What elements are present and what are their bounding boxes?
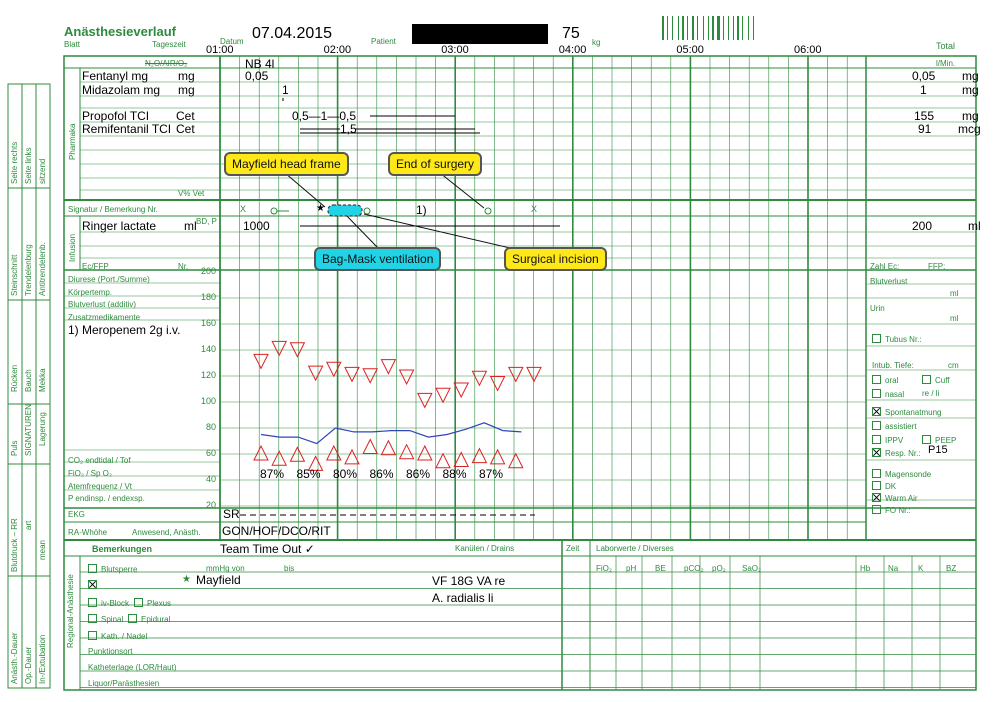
spontan-option[interactable] bbox=[872, 407, 942, 417]
bemerkungen-title: Bemerkungen bbox=[92, 544, 153, 554]
strip-steinschnitt: Steinschnitt bbox=[10, 254, 19, 296]
barcode-bar bbox=[703, 16, 704, 40]
vol-label: V% Vet bbox=[178, 189, 205, 198]
remifentanil-total-unit: mcg bbox=[958, 122, 981, 136]
intub-text: Intub. Tiefe: bbox=[872, 361, 914, 370]
bp-systolic-mark bbox=[491, 377, 505, 391]
cuff-checkbox[interactable] bbox=[922, 375, 931, 384]
kath-option[interactable] bbox=[88, 631, 147, 641]
punktionsort-label: Punktionsort bbox=[88, 647, 133, 656]
tubus-checkbox[interactable] bbox=[872, 334, 881, 343]
barcode-bar bbox=[672, 16, 673, 40]
strip-trendelenburg: Trendelenburg bbox=[24, 244, 33, 296]
ffp-label: FFP: bbox=[928, 262, 946, 271]
barcode-bar bbox=[723, 16, 724, 40]
midazolam-total: 1 bbox=[920, 83, 927, 97]
lab-col-header: Na bbox=[888, 564, 899, 573]
resp-checkbox[interactable] bbox=[872, 448, 881, 457]
epidural-checkbox[interactable] bbox=[128, 614, 137, 623]
fo-checkbox[interactable] bbox=[872, 505, 881, 514]
blatt-label: Blatt bbox=[64, 40, 81, 49]
fo-label: FO Nr.: bbox=[885, 506, 911, 515]
infusion-total-unit: ml bbox=[968, 219, 981, 233]
strip-ruecken: Rücken bbox=[10, 364, 19, 392]
star-icon: ★ bbox=[316, 203, 325, 214]
bp-systolic-mark bbox=[400, 370, 414, 384]
bp-systolic-mark bbox=[436, 388, 450, 402]
time-label: 05:00 bbox=[676, 44, 704, 56]
y-tick-label: 60 bbox=[205, 448, 216, 458]
dk-checkbox[interactable] bbox=[872, 481, 881, 490]
resp-label: Resp. Nr.: bbox=[885, 449, 921, 458]
bp-systolic-mark bbox=[254, 354, 268, 368]
annotation-end-of-surgery: End of surgery bbox=[388, 152, 482, 176]
epidural-label: Epidural bbox=[141, 615, 171, 624]
bp-diastolic-mark bbox=[254, 446, 268, 460]
spo2-value: 85% bbox=[296, 467, 321, 481]
total-label: Total bbox=[936, 41, 956, 51]
magen-checkbox[interactable] bbox=[872, 469, 881, 478]
strip-extubation: In-/Extubation bbox=[38, 634, 47, 684]
spinal-label: Spinal bbox=[101, 615, 124, 624]
time-label: 03:00 bbox=[441, 44, 469, 56]
blutverlust-label: Blutverlust (additiv) bbox=[68, 300, 137, 309]
spo2-value: 86% bbox=[406, 467, 431, 481]
resp-value: P15 bbox=[928, 444, 948, 456]
spo2-value: 87% bbox=[260, 467, 285, 481]
barcode-bar bbox=[748, 16, 749, 40]
spo2-value: 88% bbox=[442, 467, 467, 481]
barcode-bar bbox=[692, 16, 694, 40]
lab-col-header: K bbox=[918, 564, 924, 573]
pendinsp-label: P endinsp. / endexsp. bbox=[68, 494, 145, 503]
remifentanil-value: 1,5 bbox=[340, 122, 357, 136]
time-label: 04:00 bbox=[558, 44, 587, 56]
lab-col-header: pO₂ bbox=[712, 564, 726, 573]
pharmaka-section-label: Pharmaka bbox=[68, 123, 77, 160]
strip-op-dauer: Op.-Dauer bbox=[24, 646, 33, 684]
blutsperre-option[interactable] bbox=[88, 564, 137, 574]
nr-label: Nr. bbox=[178, 262, 189, 271]
diurese-label: Diurese (Port./Summe) bbox=[68, 275, 150, 284]
team-time-out: Team Time Out ✓ bbox=[220, 542, 315, 556]
blutsperre-checkbox[interactable] bbox=[88, 564, 97, 573]
bp-diastolic-mark bbox=[509, 454, 523, 468]
kath-label: Kath. / Nadel bbox=[101, 632, 148, 641]
form-title: Anästhesieverlauf bbox=[64, 24, 176, 39]
zeit-label: Zeit bbox=[566, 544, 580, 553]
rp-ml-2: ml bbox=[950, 314, 959, 323]
lab-col-header: BE bbox=[655, 564, 666, 573]
mayfield-checkbox[interactable] bbox=[88, 580, 97, 589]
midazolam-name: Midazolam mg bbox=[82, 83, 161, 97]
datum-label: Datum bbox=[220, 37, 244, 46]
bp-diastolic-mark bbox=[454, 453, 468, 467]
zahl-label: Zahl Ec: bbox=[870, 262, 900, 271]
oral-checkbox[interactable] bbox=[872, 375, 881, 384]
spontan-checkbox[interactable] bbox=[872, 407, 881, 416]
bp-systolic-mark bbox=[327, 362, 341, 376]
barcode-bar bbox=[737, 16, 739, 40]
ra-label: RA-Whöhe bbox=[68, 528, 108, 537]
plexus-option[interactable] bbox=[134, 598, 171, 608]
warm-checkbox[interactable] bbox=[872, 493, 881, 502]
anw-label: Anwesend, Anästh. bbox=[132, 528, 201, 537]
re-li-label: re / li bbox=[922, 389, 940, 398]
gas-label: N₂O/AIR/O₂ bbox=[145, 59, 188, 68]
bp-systolic-mark bbox=[527, 367, 541, 381]
assist-label: assistiert bbox=[885, 422, 917, 431]
bis-label: bis bbox=[284, 564, 295, 573]
atem-label: Atemfrequenz / Vt bbox=[68, 482, 133, 491]
signatur-marker: 1) bbox=[416, 203, 427, 217]
annotation-bag-mask: Bag-Mask ventilation bbox=[314, 247, 441, 271]
barcode-bar bbox=[667, 16, 668, 40]
time-label: 02:00 bbox=[323, 44, 352, 56]
y-tick-label: 200 bbox=[200, 266, 216, 276]
gas-unit: l/Min. bbox=[936, 59, 956, 68]
tubus-option[interactable] bbox=[872, 334, 922, 344]
spo2-value: 86% bbox=[369, 467, 394, 481]
signatur-label: Signatur / Bemerkung Nr. bbox=[68, 205, 158, 214]
y-tick-label: 40 bbox=[205, 474, 216, 484]
barcode-bar bbox=[753, 16, 754, 40]
time-label: 06:00 bbox=[794, 44, 822, 56]
barcode-bar bbox=[728, 16, 729, 40]
y-tick-label: 180 bbox=[200, 292, 216, 302]
pulse-line bbox=[261, 423, 521, 444]
ivblock-label: iv-Block bbox=[101, 599, 130, 608]
lab-col-header: SaO₂ bbox=[742, 564, 762, 573]
bp-systolic-mark bbox=[309, 366, 323, 380]
ec-label: Ec/FFP bbox=[82, 262, 109, 271]
rp-ml-1: ml bbox=[950, 289, 959, 298]
fentanyl-total: 0,05 bbox=[912, 69, 936, 83]
bp-diastolic-mark bbox=[418, 446, 432, 460]
fentanyl-total-unit: mg bbox=[962, 69, 979, 83]
spinal-option[interactable] bbox=[88, 614, 123, 624]
nasal-label: nasal bbox=[885, 390, 905, 399]
lab-col-header: BZ bbox=[946, 564, 957, 573]
magen-option[interactable] bbox=[872, 469, 931, 479]
fio2-label: FiO₂ / Sp O₂ bbox=[68, 469, 112, 478]
bp-systolic-mark bbox=[345, 367, 359, 381]
labor-label: Laborwerte / Diverses bbox=[596, 544, 674, 553]
patient-label: Patient bbox=[371, 37, 396, 46]
nasal-option[interactable] bbox=[872, 389, 904, 399]
propofol-name: Propofol TCI bbox=[82, 109, 150, 123]
remifentanil-unit: Cet bbox=[176, 122, 195, 136]
patient-redaction bbox=[412, 24, 548, 44]
arad-value: A. radialis li bbox=[432, 591, 494, 605]
warm-option[interactable] bbox=[872, 493, 918, 503]
tageszeit-label: Tageszeit bbox=[152, 40, 186, 49]
bp-diastolic-mark bbox=[491, 450, 505, 464]
y-tick-label: 100 bbox=[200, 396, 216, 406]
ivblock-option[interactable] bbox=[88, 598, 129, 608]
infusion-total: 200 bbox=[912, 219, 933, 233]
barcode-bar bbox=[687, 16, 688, 40]
dk-label: DK bbox=[885, 482, 897, 491]
ippv-option[interactable] bbox=[872, 435, 903, 445]
mayfield-star-icon: ★ bbox=[182, 574, 191, 585]
checked-box-mayfield[interactable] bbox=[88, 580, 101, 590]
mmhg-label: mmHg von bbox=[206, 564, 245, 573]
ippv-checkbox[interactable] bbox=[872, 435, 881, 444]
midazolam-total-unit: mg bbox=[962, 83, 979, 97]
infusion-section-label: Infusion bbox=[68, 233, 77, 262]
plexus-checkbox[interactable] bbox=[134, 598, 143, 607]
bp-diastolic-mark bbox=[272, 451, 286, 465]
katheterlage-label: Katheterlage (LOR/Haut) bbox=[88, 663, 177, 672]
strip-blutdruck: Blutdruck – RR bbox=[10, 518, 19, 572]
bp-diastolic-mark bbox=[345, 450, 359, 464]
weight-value: 75 bbox=[562, 25, 580, 42]
infusion-name: Ringer lactate bbox=[82, 219, 157, 233]
bp-systolic-mark bbox=[418, 393, 432, 407]
barcode-bar bbox=[717, 16, 720, 40]
bp-systolic-mark bbox=[509, 367, 523, 381]
epidural-option[interactable] bbox=[128, 614, 170, 624]
kath-checkbox[interactable] bbox=[88, 631, 97, 640]
propofol-value: 0,5—1—0,5 bbox=[292, 109, 357, 123]
strip-lagerung: Lagerung bbox=[38, 412, 47, 446]
propofol-unit: Cet bbox=[176, 109, 195, 123]
infusion-unit: ml bbox=[184, 219, 197, 233]
x-mark-end-icon: X bbox=[531, 204, 538, 214]
ekg-value: SR bbox=[223, 507, 240, 521]
annotation-mayfield: Mayfield head frame bbox=[224, 152, 349, 176]
barcode-bar bbox=[682, 16, 684, 40]
bp-diastolic-mark bbox=[381, 441, 395, 455]
fentanyl-unit: mg bbox=[178, 69, 195, 83]
bp-diastolic-mark bbox=[436, 454, 450, 468]
mayfield-value: Mayfield bbox=[196, 573, 241, 587]
barcode-bar bbox=[697, 16, 698, 40]
strip-mekka: Mekka bbox=[38, 368, 47, 392]
remifentanil-name: Remifentanil TCI bbox=[82, 122, 172, 136]
warm-label: Warm Air bbox=[885, 494, 918, 503]
resp-option[interactable] bbox=[872, 448, 921, 458]
strip-puls: Puls bbox=[10, 440, 19, 456]
barcode-bar bbox=[712, 16, 714, 40]
barcode-bar bbox=[708, 16, 709, 40]
strip-signaturen: SIGNATUREN bbox=[24, 404, 33, 456]
dk-option[interactable] bbox=[872, 481, 896, 491]
time-label: 01:00 bbox=[206, 44, 234, 56]
liquor-label: Liquor/Parästhesien bbox=[88, 679, 160, 688]
date-value: 07.04.2015 bbox=[252, 25, 333, 42]
lab-col-header: pCO₂ bbox=[684, 564, 704, 573]
ekg-label: EKG bbox=[68, 510, 85, 519]
weight-unit: kg bbox=[592, 38, 601, 47]
fentanyl-value: 0,05 bbox=[245, 69, 269, 83]
ippv-label: IPPV bbox=[885, 436, 904, 445]
magen-label: Magensonde bbox=[885, 470, 932, 479]
nasal-checkbox[interactable] bbox=[872, 389, 881, 398]
spontan-label: Spontanatmung bbox=[885, 408, 942, 417]
zusatz-label: Zusatzmedikamente bbox=[68, 313, 141, 322]
assist-checkbox[interactable] bbox=[872, 421, 881, 430]
bp-diastolic-mark bbox=[363, 440, 377, 454]
bp-systolic-mark bbox=[454, 383, 468, 397]
rp-urin: Urin bbox=[870, 304, 885, 313]
y-tick-label: 160 bbox=[200, 318, 216, 328]
spo2-value: 80% bbox=[333, 467, 358, 481]
strip-art: art bbox=[24, 520, 33, 530]
bp-systolic-mark bbox=[272, 341, 286, 355]
rp-blutverlust: Blutverlust bbox=[870, 277, 908, 286]
gas-value: NB 4l bbox=[245, 57, 275, 71]
ivblock-checkbox[interactable] bbox=[88, 598, 97, 607]
vf-value: VF 18G VA re bbox=[432, 574, 506, 588]
peep-checkbox[interactable] bbox=[922, 435, 931, 444]
assist-option[interactable] bbox=[872, 421, 917, 431]
strip-antitrendelenb: Antitrendelenb. bbox=[38, 242, 47, 296]
strip-seite-rechts: Seite rechts bbox=[10, 141, 19, 184]
bag-mask-marker bbox=[328, 205, 362, 216]
barcode-bar bbox=[742, 16, 743, 40]
strip-anaesth-dauer: Anästh.-Dauer bbox=[10, 632, 19, 684]
midazolam-unit: mg bbox=[178, 83, 195, 97]
peep-label: PEEP bbox=[935, 436, 957, 445]
bp-diastolic-mark bbox=[327, 446, 341, 460]
blutsperre-label: Blutsperre bbox=[101, 565, 138, 574]
ra-value: GON/HOF/DCO/RIT bbox=[222, 524, 331, 538]
barcode-bar bbox=[662, 16, 664, 40]
fentanyl-name: Fentanyl mg bbox=[82, 69, 149, 83]
temp-label: Körpertemp. bbox=[68, 288, 113, 297]
spinal-checkbox[interactable] bbox=[88, 614, 97, 623]
bdp-label: BD, P bbox=[196, 217, 217, 226]
spo2-value: 87% bbox=[479, 467, 504, 481]
y-tick-label: 120 bbox=[200, 370, 216, 380]
oral-label: oral bbox=[885, 376, 899, 385]
fo-option[interactable] bbox=[872, 505, 911, 515]
annotation-surgical-incision: Surgical incision bbox=[504, 247, 607, 271]
cuff-label: Cuff bbox=[935, 376, 950, 385]
propofol-total: 155 bbox=[914, 109, 935, 123]
zusatz-value: 1) Meropenem 2g i.v. bbox=[68, 323, 181, 337]
strip-mean: mean bbox=[38, 539, 47, 560]
propofol-total-unit: mg bbox=[962, 109, 979, 123]
infusion-value: 1000 bbox=[243, 219, 270, 233]
strip-sitzend: sitzend bbox=[38, 158, 47, 184]
plexus-label: Plexus bbox=[147, 599, 172, 608]
lab-col-header: Hb bbox=[860, 564, 871, 573]
lab-col-header: FiO₂ bbox=[596, 564, 612, 573]
co2-label: CO₂ endtidal / Tof bbox=[68, 456, 131, 465]
tubus-label: Tubus Nr.: bbox=[885, 335, 922, 344]
y-tick-label: 80 bbox=[205, 422, 216, 432]
midazolam-value: 1 bbox=[282, 83, 289, 97]
lab-col-header: pH bbox=[626, 564, 637, 573]
kanuelen-label: Kanülen / Drains bbox=[455, 544, 515, 553]
strip-bauch: Bauch bbox=[24, 369, 33, 392]
cuff-option[interactable] bbox=[922, 375, 950, 385]
y-tick-label: 140 bbox=[200, 344, 216, 354]
intub-label bbox=[872, 361, 914, 370]
barcode-bar bbox=[678, 16, 679, 40]
y-tick-label: 20 bbox=[205, 500, 216, 510]
remifentanil-total: 91 bbox=[918, 122, 932, 136]
x-mark-start-icon: X bbox=[240, 204, 247, 214]
regional-label: Regional-Anästhesie bbox=[66, 574, 75, 648]
cm-label: cm bbox=[948, 361, 959, 370]
strip-seite-links: Seite links bbox=[24, 147, 33, 184]
oral-option[interactable] bbox=[872, 375, 898, 385]
bp-diastolic-mark bbox=[400, 445, 414, 459]
bp-systolic-mark bbox=[381, 360, 395, 374]
barcode-bar bbox=[733, 16, 734, 40]
